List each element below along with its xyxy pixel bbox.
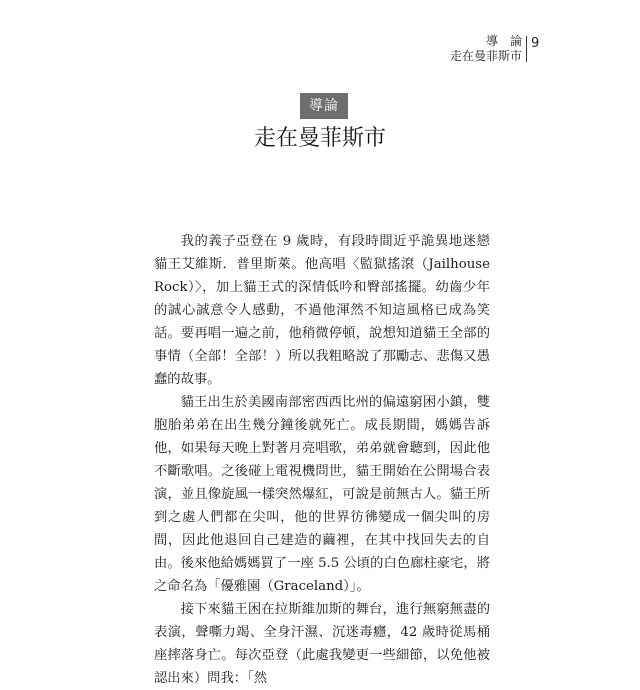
paragraph: 我的義子亞登在 9 歲時，有段時間近乎詭異地迷戀貓王艾維斯．普里斯萊。他高唱〈監獄搖滾（Jailhouse Rock）〉，加上貓王式的深情低吟和臀部搖擺。幼齒少年的誠心誠意令人感動，不過他渾然不知這風格已成為笑話。要再唱一遍之前，他稍微停頓，說想知道貓王全部的事情（全部！全部！）所以我粗略說了那勵志、悲傷又愚蠢的故事。 — [154, 234, 490, 387]
paragraph: 貓王出生於美國南部密西西比州的偏遠窮困小鎮，雙胞胎弟弟在出生幾分鐘後就死亡。成長期間，媽媽告訴他，如果每天晚上對著月亮唱歌，弟弟就會聽到，因此他不斷歌唱。之後碰上電視機問世，貓王開始在公開場合表演，並且像旋風一樣突然爆紅，可說是前無古人。貓王所到之處人們都在尖叫，他的世界彷彿變成一個尖叫的房間，因此他退回自己建造的繭裡，在其中找回失去的自由。後來他給媽媽買了一座 5.5 公頃的白色廊柱豪宅，將之命名為「優雅園（Graceland）」。 — [154, 395, 490, 594]
chapter-title: 走在曼菲斯市 — [253, 126, 386, 151]
section-badge: 導論 — [300, 93, 348, 119]
page-number: 9 — [531, 36, 540, 51]
running-header-chapter: 走在曼菲斯市 — [449, 49, 522, 63]
running-header — [450, 34, 522, 64]
header-divider — [526, 36, 527, 62]
body-text — [154, 230, 490, 690]
paragraph: 接下來貓王困在拉斯維加斯的舞台，進行無窮無盡的表演，聲嘶力竭、全身汗濕、沉迷毒癮，42 歲時從馬桶座摔落身亡。每次亞登（此處我變更一些細節，以免他被認出來）問我：「然 — [154, 602, 490, 686]
running-header-section: 導 論 — [485, 34, 522, 48]
